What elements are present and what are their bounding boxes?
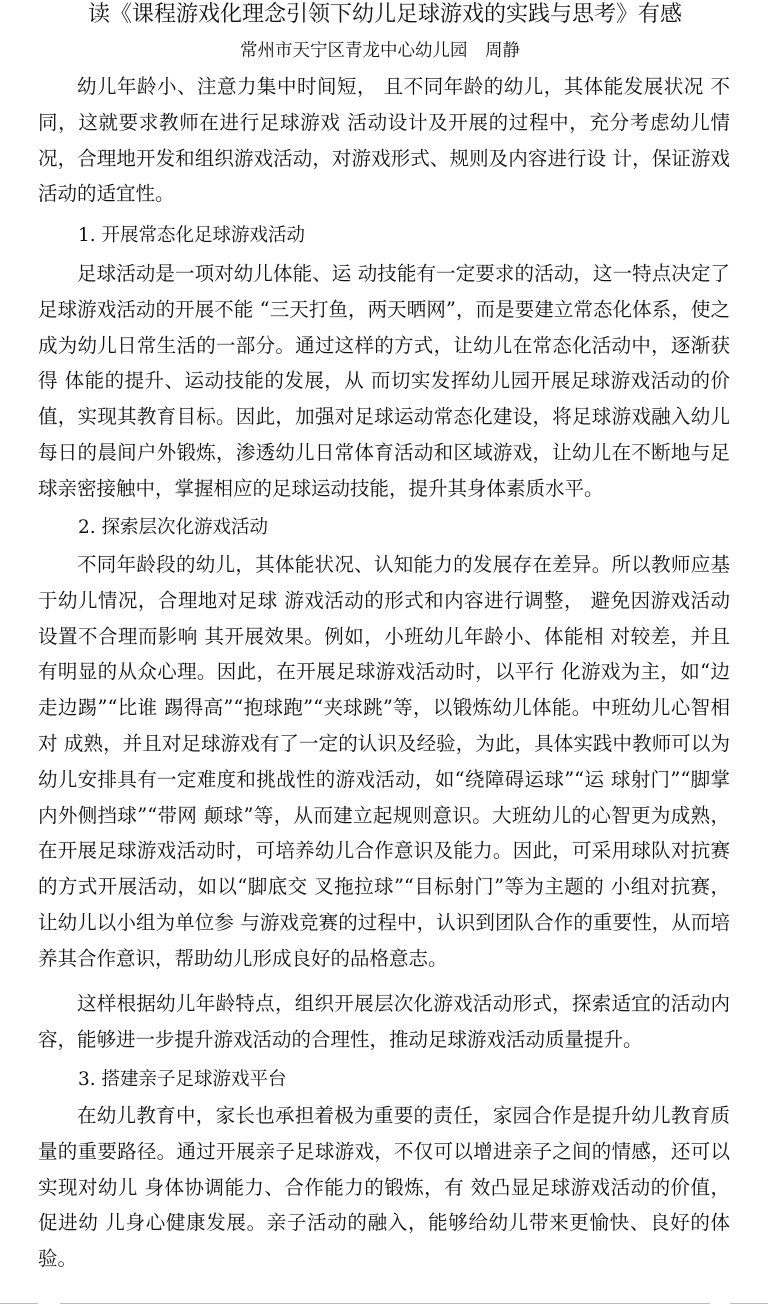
document-title: 读《课程游戏化理念引领下幼儿足球游戏的实践与思考》有感 [87, 2, 682, 27]
section-3-paragraph: 在幼儿教育中，家长也承担着极为重要的责任，家园合作是提升幼儿教育质量的重要路径。通过开展亲子足球游戏，不仅可以增进亲子之间的情感，还可以实现对幼儿 身体协调能力、合作能力的锻炼，有 效凸显足球游戏活动的价值，促进幼 儿身心健康发展。亲子活动的融入，能够给幼儿带来更愉快、良好的体验。 [38, 1104, 730, 1271]
section-3-heading: 3. 搭建亲子足球游戏平台 [78, 1069, 287, 1090]
author-line: 常州市天宁区青龙中心幼儿园 周静 [240, 41, 520, 61]
border-segment-right [730, 1303, 768, 1304]
section-1-paragraph: 足球活动是一项对幼儿体能、运 动技能有一定要求的活动，这一特点决定了足球游戏活动的开展不能 “三天打鱼，两天晒网”，而是要建立常态化体系，使之成为幼儿日常生活的一部分。通过这样的方式，让幼儿在常态化活动中，逐渐获得 体能的提升、运动技能的发展，从 而切实发挥幼儿园开展足球游戏活动的价值，实现其教育目标。因此，加强对足球运动常态化建设，将足球游戏融入幼儿每日的晨间户外锻炼，渗透幼儿日常体育活动和区域游戏，让幼儿在不断地与足球亲密接触中，掌握相应的足球运动技能，提升其身体素质水平。 [38, 262, 730, 500]
border-segment-middle [60, 1303, 710, 1304]
section-2-heading: 2. 探索层次化游戏活动 [78, 517, 269, 538]
section-1-heading: 1. 开展常态化足球游戏活动 [78, 225, 306, 246]
border-segment-left [0, 1303, 38, 1304]
intro-paragraph: 幼儿年龄小、注意力集中时间短， 且不同年龄的幼儿，其体能发展状况 不同，这就要求教师在进行足球游戏 活动设计及开展的过程中，充分考虑幼儿情况，合理地开发和组织游戏活动，对游戏形式、规则及内容进行设 计，保证游戏活动的适宜性。 [38, 75, 730, 206]
section-2-paragraph-2: 这样根据幼儿年龄特点，组织开展层次化游戏活动形式，探索适宜的活动内容，能够进一步提升游戏活动的合理性，推动足球游戏活动质量提升。 [38, 992, 730, 1051]
page-bottom-border [0, 1300, 768, 1308]
section-2-paragraph-1: 不同年龄段的幼儿，其体能状况、认知能力的发展存在差异。所以教师应基于幼儿情况，合理地对足球 游戏活动的形式和内容进行调整， 避免因游戏活动设置不合理而影响 其开展效果。例如，小班幼儿年龄小、体能相 对较差，并且有明显的从众心理。因此，在开展足球游戏活动时，以平行 化游戏为主，如“边走边踢”“比谁 踢得高”“抱球跑”“夹球跳”等，以锻炼幼儿体能。中班幼儿心智相对 成熟，并且对足球游戏有了一定的认识及经验，为此，具体实践中教师可以为幼儿安排具有一定难度和挑战性的游戏活动，如“绕障碍运球”“运 球射门”“脚掌内外侧挡球”“带网 颠球”等，从而建立起规则意识。大班幼儿的心智更为成熟，在开展足球游戏活动时，可培养幼儿合作意识及能力。因此，可采用球队对抗赛的方式开展活动，如以“脚底交 叉拖拉球”“目标射门”等为主题的 小组对抗赛，让幼儿以小组为单位参 与游戏竞赛的过程中，认识到团队合作的重要性，从而培养其合作意识，帮助幼儿形成良好的品格意志。 [38, 553, 730, 970]
